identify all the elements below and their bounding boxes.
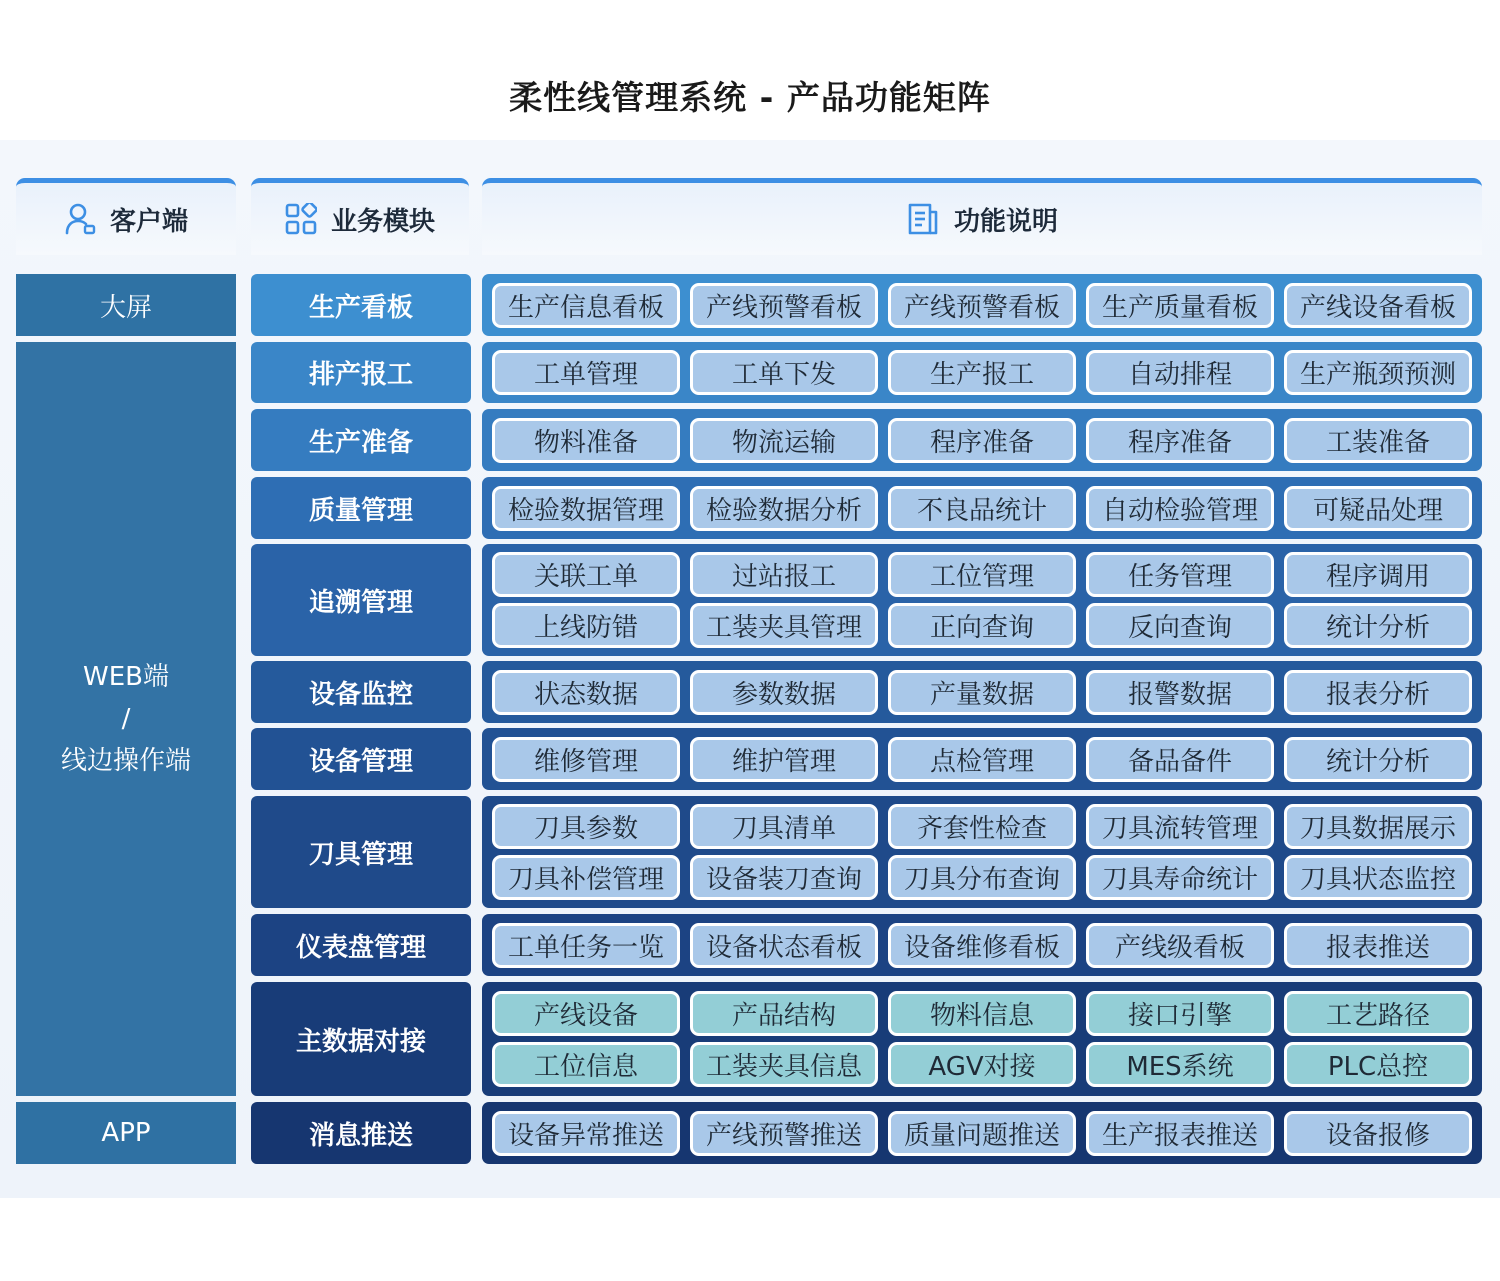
module-label: 刀具管理 <box>308 839 413 870</box>
function-chip: 过站报工 <box>690 552 878 597</box>
function-chip: 程序准备 <box>1086 418 1274 463</box>
function-chip: 维护管理 <box>690 737 878 782</box>
function-group <box>482 409 1482 471</box>
function-chip: 设备状态看板 <box>690 923 878 968</box>
function-chip: 检验数据管理 <box>492 486 680 531</box>
function-chip: 统计分析 <box>1284 603 1472 648</box>
header-module <box>251 178 469 255</box>
module-label: 排产报工 <box>308 360 413 390</box>
function-chip: 产线预警看板 <box>888 283 1076 328</box>
function-chip: 工位信息 <box>492 1042 680 1087</box>
module-cell <box>251 661 471 723</box>
function-chip: 工单任务一览 <box>492 923 680 968</box>
client-big-screen <box>16 274 236 336</box>
function-chip: 备品备件 <box>1086 737 1274 782</box>
function-chip: 产线设备 <box>492 991 680 1036</box>
user-icon <box>64 202 96 236</box>
grid-icon <box>285 203 317 235</box>
module-label: 生产准备 <box>308 427 413 458</box>
client-app <box>16 1102 236 1164</box>
function-chip: 刀具流转管理 <box>1086 804 1274 849</box>
function-chip: 工装夹具信息 <box>690 1042 878 1087</box>
header-client <box>16 178 236 255</box>
function-chip: 产量数据 <box>888 670 1076 715</box>
function-chip: 刀具补偿管理 <box>492 855 680 900</box>
function-group <box>482 914 1482 976</box>
module-cell <box>251 274 471 336</box>
function-chip: 工艺路径 <box>1284 991 1472 1036</box>
function-group <box>482 661 1482 723</box>
function-chip: 工装夹具管理 <box>690 603 878 648</box>
function-chip: 维修管理 <box>492 737 680 782</box>
function-chip: 统计分析 <box>1284 737 1472 782</box>
function-chip: 工位管理 <box>888 552 1076 597</box>
function-chip: AGV对接 <box>888 1042 1076 1087</box>
function-chip: 自动检验管理 <box>1086 486 1274 531</box>
function-chip: 工装准备 <box>1284 418 1472 463</box>
function-chip: 设备装刀查询 <box>690 855 878 900</box>
module-cell <box>251 728 471 790</box>
function-chip: 任务管理 <box>1086 552 1274 597</box>
function-chip: 刀具数据展示 <box>1284 804 1472 849</box>
function-chip: 检验数据分析 <box>690 486 878 531</box>
module-cell <box>251 544 471 656</box>
function-chip: 报警数据 <box>1086 670 1274 715</box>
function-chip: 工单管理 <box>492 350 680 395</box>
module-label: 消息推送 <box>308 1120 413 1151</box>
module-label: 设备管理 <box>308 746 413 777</box>
function-chip: 物料信息 <box>888 991 1076 1036</box>
function-chip: 物流运输 <box>690 418 878 463</box>
module-cell <box>251 342 471 403</box>
header-function <box>482 178 1482 255</box>
header-client-label: 客户端 <box>109 206 188 237</box>
function-chip: 报表推送 <box>1284 923 1472 968</box>
function-chip: 生产信息看板 <box>492 283 680 328</box>
module-label: 主数据对接 <box>295 1026 426 1057</box>
module-cell <box>251 982 471 1096</box>
function-chip: 生产瓶颈预测 <box>1284 350 1472 395</box>
module-cell <box>251 409 471 471</box>
function-chip: 刀具寿命统计 <box>1086 855 1274 900</box>
function-group <box>482 342 1482 403</box>
function-chip: 刀具清单 <box>690 804 878 849</box>
client-web <box>16 342 236 1096</box>
module-cell <box>251 914 471 976</box>
module-label: 质量管理 <box>308 495 413 526</box>
function-group <box>482 982 1482 1096</box>
module-label: 设备监控 <box>308 679 413 710</box>
function-group <box>482 728 1482 790</box>
function-chip: 自动排程 <box>1086 350 1274 395</box>
module-cell <box>251 477 471 539</box>
function-chip: 可疑品处理 <box>1284 486 1472 531</box>
module-label: 仪表盘管理 <box>295 932 426 963</box>
function-chip: 设备维修看板 <box>888 923 1076 968</box>
function-chip: 程序准备 <box>888 418 1076 463</box>
client-web-label-1: WEB端 <box>83 662 169 692</box>
function-chip: 产品结构 <box>690 991 878 1036</box>
module-cell <box>251 796 471 908</box>
function-group <box>482 274 1482 336</box>
function-chip: 产线级看板 <box>1086 923 1274 968</box>
function-chip: 齐套性检查 <box>888 804 1076 849</box>
function-group <box>482 544 1482 656</box>
function-chip: 产线预警看板 <box>690 283 878 328</box>
document-icon <box>906 202 940 236</box>
client-web-label-3: 线边操作端 <box>60 746 191 776</box>
function-chip: 设备报修 <box>1284 1111 1472 1156</box>
function-chip: 工单下发 <box>690 350 878 395</box>
function-chip: 接口引擎 <box>1086 991 1274 1036</box>
function-chip: 反向查询 <box>1086 603 1274 648</box>
function-group <box>482 477 1482 539</box>
client-app-label: APP <box>101 1118 151 1148</box>
function-chip: 生产报表推送 <box>1086 1111 1274 1156</box>
function-chip: 生产质量看板 <box>1086 283 1274 328</box>
header-module-label: 业务模块 <box>330 206 435 237</box>
function-chip: 刀具参数 <box>492 804 680 849</box>
function-chip: 点检管理 <box>888 737 1076 782</box>
function-chip: 产线预警推送 <box>690 1111 878 1156</box>
function-chip: 正向查询 <box>888 603 1076 648</box>
module-label: 生产看板 <box>308 292 413 323</box>
function-chip: 刀具分布查询 <box>888 855 1076 900</box>
function-chip: 关联工单 <box>492 552 680 597</box>
function-chip: 设备异常推送 <box>492 1111 680 1156</box>
function-chip: 物料准备 <box>492 418 680 463</box>
function-chip: 参数数据 <box>690 670 878 715</box>
function-chip: 状态数据 <box>492 670 680 715</box>
function-chip: 刀具状态监控 <box>1284 855 1472 900</box>
client-big-screen-label: 大屏 <box>99 292 152 323</box>
function-chip: 报表分析 <box>1284 670 1472 715</box>
function-chip: 不良品统计 <box>888 486 1076 531</box>
client-web-label-2: / <box>121 704 131 734</box>
header-function-label: 功能说明 <box>953 206 1058 237</box>
module-label: 追溯管理 <box>308 587 413 618</box>
page-title: 柔性线管理系统 - 产品功能矩阵 <box>509 78 991 117</box>
function-chip: PLC总控 <box>1284 1042 1472 1087</box>
module-cell <box>251 1102 471 1164</box>
function-chip: 上线防错 <box>492 603 680 648</box>
function-chip: MES系统 <box>1086 1042 1274 1087</box>
function-chip: 质量问题推送 <box>888 1111 1076 1156</box>
function-chip: 生产报工 <box>888 350 1076 395</box>
function-chip: 程序调用 <box>1284 552 1472 597</box>
function-group <box>482 1102 1482 1164</box>
function-group <box>482 796 1482 908</box>
function-chip: 产线设备看板 <box>1284 283 1472 328</box>
